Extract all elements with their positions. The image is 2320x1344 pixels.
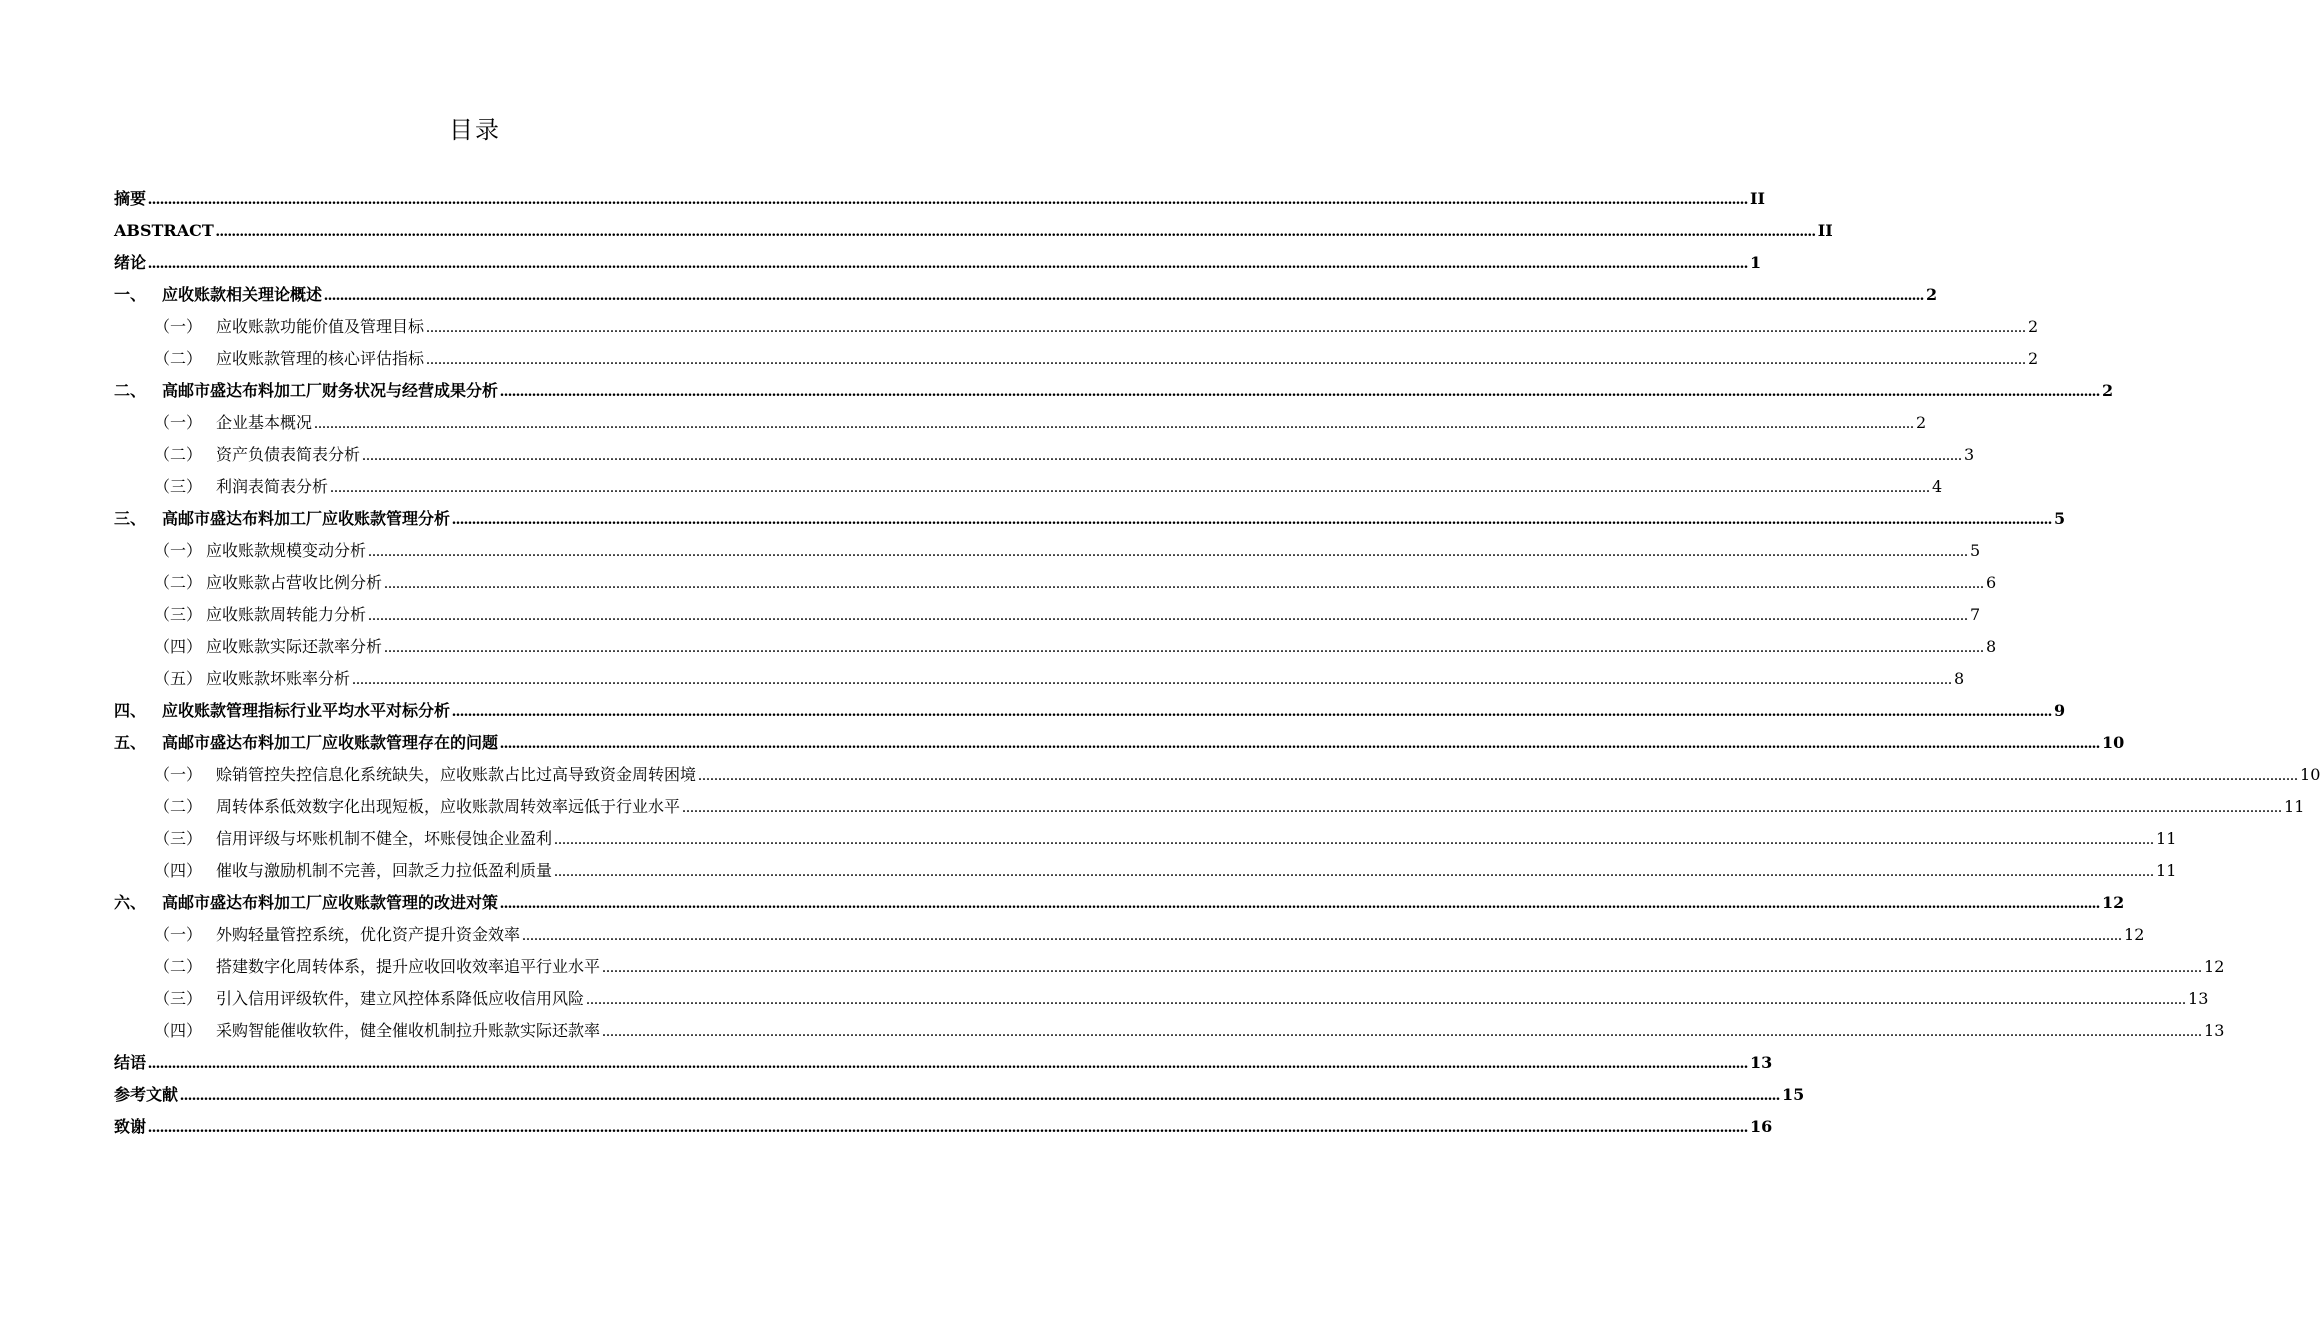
toc-entry-title: 摘要: [114, 189, 147, 208]
dot-leader: ................................................................................................................................................................................................................................................................................................................................................................................................................: [554, 863, 2155, 880]
toc-entry[interactable]: [114, 1047, 1773, 1079]
dot-leader: ................................................................................................................................................................................................................................................................................................................................................................................................................: [602, 1023, 2203, 1040]
toc-entry[interactable]: [114, 567, 1997, 599]
dot-leader: ................................................................................................................................................................................................................................................................................................................................................................................................................: [148, 255, 1749, 272]
dot-leader: ................................................................................................................................................................................................................................................................................................................................................................................................................: [352, 671, 1953, 688]
dot-leader: ................................................................................................................................................................................................................................................................................................................................................................................................................: [148, 1055, 1749, 1072]
toc-entry-page-number: 8: [1954, 669, 1965, 688]
dot-leader: ................................................................................................................................................................................................................................................................................................................................................................................................................: [500, 895, 2101, 912]
toc-entry-title: ABSTRACT: [114, 221, 214, 240]
toc-entry-title: 信用评级与坏账机制不健全，坏账侵蚀企业盈利: [216, 829, 553, 848]
dot-leader: ................................................................................................................................................................................................................................................................................................................................................................................................................: [426, 351, 2027, 368]
toc-entry-page-number: 1: [1750, 253, 1762, 272]
toc-entry-title: 采购智能催收软件，健全催收机制拉升账款实际还款率: [216, 1021, 601, 1040]
toc-entry[interactable]: [114, 535, 1981, 567]
toc-entry-number: （二）: [154, 349, 203, 368]
toc-entry-title: 企业基本概况: [216, 413, 313, 432]
toc-entry-number: （二）: [154, 573, 203, 592]
toc-entry-number: 二、: [114, 381, 147, 400]
toc-entry-number: 一、: [114, 285, 147, 304]
toc-entry[interactable]: [114, 183, 1765, 215]
toc-entry-page-number: 4: [1932, 477, 1943, 496]
dot-leader: ................................................................................................................................................................................................................................................................................................................................................................................................................: [500, 383, 2101, 400]
toc-entry-title: 应收账款规模变动分析: [206, 541, 367, 560]
toc-entry-number: （一）: [154, 317, 203, 336]
toc-entry-number: （二）: [154, 957, 203, 976]
toc-entry-title: 高邮市盛达布料加工厂财务状况与经营成果分析: [162, 381, 499, 400]
toc-entry-number: （二）: [154, 445, 203, 464]
toc-entry-number: 四、: [114, 701, 147, 720]
dot-leader: ................................................................................................................................................................................................................................................................................................................................................................................................................: [180, 1087, 1781, 1104]
dot-leader: ................................................................................................................................................................................................................................................................................................................................................................................................................: [602, 959, 2203, 976]
page-title: 目录: [449, 116, 501, 144]
toc-entry-page-number: 13: [1750, 1053, 1773, 1072]
dot-leader: ................................................................................................................................................................................................................................................................................................................................................................................................................: [452, 703, 2053, 720]
toc-entry-number: 五、: [114, 733, 147, 752]
toc-entry-page-number: 11: [2284, 797, 2305, 816]
toc-entry[interactable]: [114, 887, 2125, 919]
toc-entry-title: 引入信用评级软件，建立风控体系降低应收信用风险: [216, 989, 585, 1008]
toc-entry-page-number: 9: [2054, 701, 2066, 720]
toc-entry-page-number: 12: [2124, 925, 2145, 944]
dot-leader: ................................................................................................................................................................................................................................................................................................................................................................................................................: [148, 1119, 1749, 1136]
toc-entry-number: （一）: [154, 925, 203, 944]
toc-entry-number: （一）: [154, 765, 203, 784]
table-of-contents: [114, 183, 2320, 1143]
dot-leader: ................................................................................................................................................................................................................................................................................................................................................................................................................: [330, 479, 1931, 496]
toc-entry[interactable]: [114, 375, 2114, 407]
toc-entry-title: 高邮市盛达布料加工厂应收账款管理分析: [162, 509, 451, 528]
toc-entry-number: （一）: [154, 541, 203, 560]
toc-entry-page-number: 5: [2054, 509, 2066, 528]
toc-entry[interactable]: [114, 215, 1833, 247]
toc-entry-number: （三）: [154, 477, 203, 496]
toc-entry-page-number: 2: [2102, 381, 2114, 400]
toc-entry-number: （四）: [154, 861, 203, 880]
toc-entry-page-number: II: [1750, 189, 1765, 208]
toc-entry-page-number: 7: [1970, 605, 1981, 624]
toc-entry[interactable]: [114, 343, 2039, 375]
toc-entry-page-number: 6: [1986, 573, 1997, 592]
toc-entry[interactable]: [114, 407, 1927, 439]
toc-entry-page-number: 12: [2204, 957, 2225, 976]
toc-entry[interactable]: [114, 823, 2177, 855]
dot-leader: ................................................................................................................................................................................................................................................................................................................................................................................................................: [426, 319, 2027, 336]
toc-entry-title: 催收与激励机制不完善，回款乏力拉低盈利质量: [216, 861, 553, 880]
toc-entry-page-number: 2: [1916, 413, 1927, 432]
toc-entry[interactable]: [114, 759, 2320, 791]
toc-entry-page-number: 11: [2156, 861, 2177, 880]
dot-leader: ................................................................................................................................................................................................................................................................................................................................................................................................................: [368, 607, 1969, 624]
toc-entry[interactable]: [114, 983, 2209, 1015]
toc-entry[interactable]: [114, 919, 2145, 951]
toc-entry-page-number: 10: [2300, 765, 2320, 784]
toc-entry[interactable]: [114, 951, 2225, 983]
toc-entry-page-number: 11: [2156, 829, 2177, 848]
toc-entry-title: 高邮市盛达布料加工厂应收账款管理的改进对策: [162, 893, 499, 912]
toc-entry[interactable]: [114, 1111, 1773, 1143]
dot-leader: ................................................................................................................................................................................................................................................................................................................................................................................................................: [522, 927, 2123, 944]
dot-leader: ................................................................................................................................................................................................................................................................................................................................................................................................................: [324, 287, 1925, 304]
dot-leader: ................................................................................................................................................................................................................................................................................................................................................................................................................: [384, 639, 1985, 656]
dot-leader: ................................................................................................................................................................................................................................................................................................................................................................................................................: [148, 191, 1749, 208]
dot-leader: ................................................................................................................................................................................................................................................................................................................................................................................................................: [554, 831, 2155, 848]
toc-entry[interactable]: [114, 279, 1938, 311]
toc-entry[interactable]: [114, 439, 1975, 471]
toc-entry[interactable]: [114, 599, 1981, 631]
toc-entry-page-number: 13: [2204, 1021, 2225, 1040]
dot-leader: ................................................................................................................................................................................................................................................................................................................................................................................................................: [452, 511, 2053, 528]
toc-entry-title: 搭建数字化周转体系，提升应收回收效率追平行业水平: [216, 957, 601, 976]
toc-entry[interactable]: [114, 695, 2066, 727]
toc-entry-title: 周转体系低效数字化出现短板，应收账款周转效率远低于行业水平: [216, 797, 681, 816]
toc-entry-number: （五）: [154, 669, 203, 688]
toc-entry-page-number: 8: [1986, 637, 1997, 656]
toc-entry[interactable]: [114, 727, 2125, 759]
toc-entry-page-number: 2: [2028, 349, 2039, 368]
toc-entry-page-number: 2: [1926, 285, 1938, 304]
dot-leader: ................................................................................................................................................................................................................................................................................................................................................................................................................: [215, 223, 1816, 240]
toc-entry-number: （四）: [154, 1021, 203, 1040]
toc-entry-title: 应收账款周转能力分析: [206, 605, 367, 624]
toc-entry-page-number: 16: [1750, 1117, 1773, 1136]
toc-entry-title: 应收账款功能价值及管理目标: [216, 317, 425, 336]
toc-entry[interactable]: [114, 1079, 1805, 1111]
toc-entry-title: 致谢: [114, 1117, 147, 1136]
toc-entry-title: 应收账款坏账率分析: [206, 669, 351, 688]
dot-leader: ................................................................................................................................................................................................................................................................................................................................................................................................................: [384, 575, 1985, 592]
toc-entry-number: （一）: [154, 413, 203, 432]
toc-entry-number: （三）: [154, 605, 203, 624]
toc-entry-title: 外购轻量管控系统，优化资产提升资金效率: [216, 925, 521, 944]
toc-entry[interactable]: [114, 1015, 2225, 1047]
toc-entry-title: 应收账款管理指标行业平均水平对标分析: [162, 701, 451, 720]
toc-entry[interactable]: [114, 631, 1997, 663]
dot-leader: ................................................................................................................................................................................................................................................................................................................................................................................................................: [362, 447, 1963, 464]
dot-leader: ................................................................................................................................................................................................................................................................................................................................................................................................................: [500, 735, 2101, 752]
toc-entry[interactable]: [114, 311, 2039, 343]
toc-entry[interactable]: [114, 503, 2066, 535]
toc-entry-number: 三、: [114, 509, 147, 528]
toc-entry-title: 应收账款占营收比例分析: [206, 573, 383, 592]
toc-entry[interactable]: [114, 663, 1965, 695]
toc-entry-page-number: 10: [2102, 733, 2125, 752]
toc-entry-title: 应收账款实际还款率分析: [206, 637, 383, 656]
toc-entry[interactable]: [114, 247, 1762, 279]
toc-entry-title: 赊销管控失控信息化系统缺失，应收账款占比过高导致资金周转困境: [216, 765, 697, 784]
toc-entry-title: 结语: [114, 1053, 147, 1072]
toc-entry-title: 资产负债表简表分析: [216, 445, 361, 464]
toc-entry-page-number: 13: [2188, 989, 2209, 1008]
toc-entry-title: 高邮市盛达布料加工厂应收账款管理存在的问题: [162, 733, 499, 752]
toc-entry-page-number: II: [1817, 221, 1833, 240]
toc-entry-page-number: 5: [1970, 541, 1981, 560]
toc-entry-title: 绪论: [114, 253, 147, 272]
dot-leader: ................................................................................................................................................................................................................................................................................................................................................................................................................: [314, 415, 1915, 432]
toc-entry[interactable]: [114, 791, 2305, 823]
dot-leader: ................................................................................................................................................................................................................................................................................................................................................................................................................: [586, 991, 2187, 1008]
toc-entry[interactable]: [114, 855, 2177, 887]
toc-entry-number: （二）: [154, 797, 203, 816]
toc-entry[interactable]: [114, 471, 1943, 503]
toc-entry-number: （四）: [154, 637, 203, 656]
dot-leader: ................................................................................................................................................................................................................................................................................................................................................................................................................: [682, 799, 2283, 816]
toc-entry-title: 参考文献: [114, 1085, 179, 1104]
toc-entry-page-number: 3: [1964, 445, 1975, 464]
toc-entry-number: （三）: [154, 829, 203, 848]
dot-leader: ................................................................................................................................................................................................................................................................................................................................................................................................................: [698, 767, 2299, 784]
toc-entry-page-number: 12: [2102, 893, 2125, 912]
toc-entry-title: 利润表简表分析: [216, 477, 329, 496]
dot-leader: ................................................................................................................................................................................................................................................................................................................................................................................................................: [368, 543, 1969, 560]
toc-entry-number: 六、: [114, 893, 147, 912]
toc-entry-page-number: 2: [2028, 317, 2039, 336]
toc-entry-page-number: 15: [1782, 1085, 1805, 1104]
toc-entry-title: 应收账款管理的核心评估指标: [216, 349, 425, 368]
toc-entry-number: （三）: [154, 989, 203, 1008]
toc-entry-title: 应收账款相关理论概述: [162, 285, 323, 304]
